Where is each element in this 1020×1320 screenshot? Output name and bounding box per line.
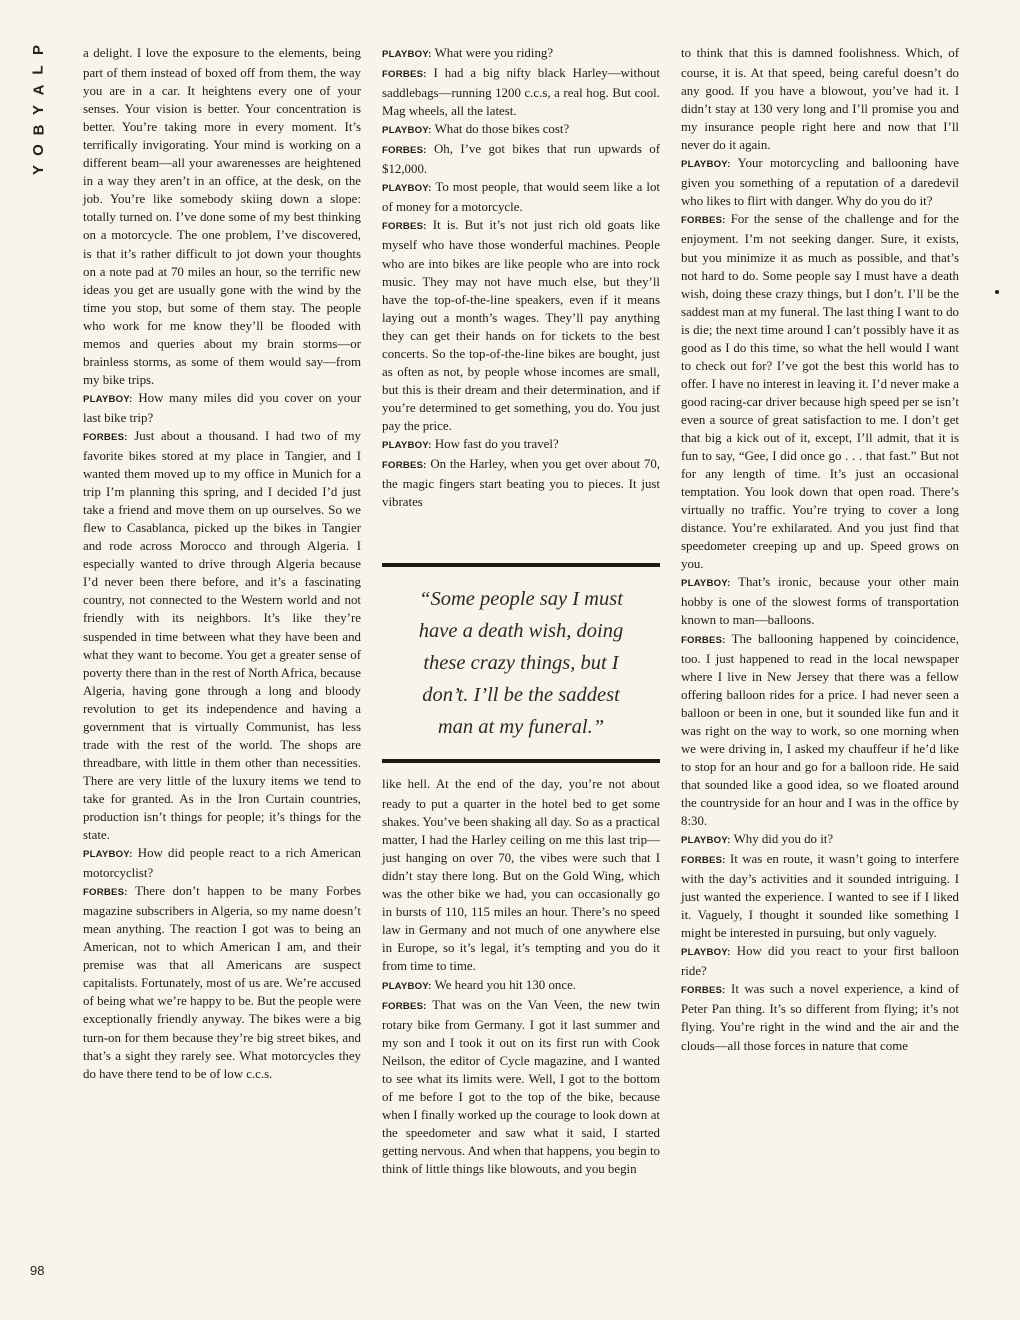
pull-quote-bottom-rule xyxy=(382,759,660,763)
paragraph-text: Just about a thousand. I had two of my favorite bikes stored at my place in Tangier, and I wanted them moved up to my office in Munich for a trip I’m planning this spring, and I decided I’d just take a friend and move them on up ourselves. So we flew to Casablanca, picked up the bikes in Tangier and rode across Morocco and through Algeria. I especially wanted to drive through Algeria because I’d never been there before, and it’s a fascinating country, not connected to the Western world and not friendly with its neighbors. It’s like they’re suspended in time between what they have been and what they want to become. You get a greater sense of poverty there than in the rest of North Africa, because Algeria, having gone through a long and bloody revolution to get its independence and having a government that is virtually Communist, has less trade with the rest of the world. The shops are threadbare, with little in them other than necessities. There are very little of the luxury items we tend to take for granted. As in the Iron Curtain countries, production isn’t things for people; it’s things for the state. xyxy=(83,428,362,843)
paragraph xyxy=(382,216,660,435)
speaker-label: PLAYBOY: xyxy=(83,393,133,405)
paragraph-text: How many miles did you cover on your last bike trip? xyxy=(83,390,361,425)
speaker-label: FORBES: xyxy=(382,1000,427,1012)
paragraph-text: That’s ironic, because your other main hobby is one of the slowest forms of transportation known to man—balloons. xyxy=(681,575,959,628)
paragraph xyxy=(681,980,959,1054)
paragraph-text: That was on the Van Veen, the new twin rotary bike from Germany. I got it last summer and my son and I took it out on its first run with Cook Neilson, the editor of Cycle magazine, and I wanted to see what its limits were. Well, I got to the bottom of me before I got to the top of the bike, because when I finally worked up the courage to look down at the speedometer and saw what it said, I started getting nervous. And when that happens, you begin to think of little things like blowouts, and you begin xyxy=(382,997,660,1176)
speaker-label: FORBES: xyxy=(382,460,427,472)
speaker-label: PLAYBOY: xyxy=(382,439,432,451)
paragraph xyxy=(382,64,660,120)
paragraph-text: To most people, that would seem like a lot of money for a motorcycle. xyxy=(382,180,660,215)
magazine-letter: L xyxy=(29,65,47,75)
paragraph xyxy=(382,120,660,140)
pull-quote: “Some people say I must have a death wish, doing these crazy things, but I don’t. I’ll be the saddest man at my funeral.” xyxy=(418,588,624,738)
paragraph xyxy=(681,830,959,850)
speaker-label: PLAYBOY: xyxy=(681,947,731,959)
paragraph xyxy=(83,427,361,844)
paragraph xyxy=(382,775,660,976)
speaker-label: FORBES: xyxy=(382,69,427,81)
speaker-label: FORBES: xyxy=(382,221,427,233)
text-column-1 xyxy=(83,44,361,1083)
paragraph-text: Why did you do it? xyxy=(733,832,834,847)
speaker-label: FORBES: xyxy=(681,985,726,997)
pull-quote-box xyxy=(382,563,660,763)
paragraph xyxy=(681,44,959,154)
speaker-label: PLAYBOY: xyxy=(681,835,731,847)
magazine-name-vertical xyxy=(26,40,52,180)
paragraph xyxy=(681,942,959,980)
paragraph-text: How fast do you travel? xyxy=(434,436,559,451)
paragraph xyxy=(681,154,959,210)
magazine-letter: Y xyxy=(29,164,47,176)
paragraph-text: How did people react to a rich American motorcyclist? xyxy=(83,846,361,881)
paragraph xyxy=(382,435,660,455)
paragraph xyxy=(681,850,959,942)
speaker-label: PLAYBOY: xyxy=(382,980,432,992)
text-column-3 xyxy=(681,44,959,1055)
magazine-letter: A xyxy=(30,84,47,96)
speaker-label: PLAYBOY: xyxy=(382,183,432,195)
paragraph xyxy=(681,210,959,573)
text-column-2-top xyxy=(382,44,660,511)
speaker-label: PLAYBOY: xyxy=(382,125,432,137)
paragraph-text: It was such a novel experience, a kind of Peter Pan thing. It’s so different from flying; it’s not flying. You’re right in the wind and the air and the clouds—all those forces in nature that come xyxy=(681,982,960,1053)
paragraph xyxy=(382,44,660,64)
paragraph-text: On the Harley, when you get over about 70, the magic fingers start beating you to pieces. It just vibrates xyxy=(382,457,660,510)
magazine-letter: P xyxy=(29,44,47,56)
paragraph xyxy=(681,573,959,629)
paragraph-text: We heard you hit 130 once. xyxy=(434,977,577,992)
paragraph-text: What do those bikes cost? xyxy=(434,122,570,137)
paragraph xyxy=(382,178,660,216)
paragraph-text: What were you riding? xyxy=(434,46,554,60)
paragraph-text: I had a big nifty black Harley—without saddlebags—running 1200 c.c.s, a real hog. But cool. Mag wheels, all the latest. xyxy=(382,66,660,119)
paragraph xyxy=(382,996,660,1178)
paragraph xyxy=(83,44,361,389)
speaker-label: FORBES: xyxy=(382,145,427,157)
paragraph xyxy=(681,630,959,831)
margin-mark xyxy=(995,290,999,294)
paragraph-text: It is. But it’s not just rich old goats like myself who have those wonderful machines. People who are into bikes are like people who are into rock music. They may not have much else, but they’ll have the top-of-the-line speakers, even if it means laying out a month’s wages. They’ll pay anything they can get their hands on for tickets to the best concerts. So the top-of-the-line bikes are bought, just as often as not, by people whose incomes are small, but this is their dream and their determination, and if you’re determined to get something, you do. You just pay the price. xyxy=(382,218,660,433)
paragraph-text: to think that this is damned foolishness. Which, of course, it is. At that speed, being careful doesn’t do any good. If you have a blowout, you’ve had it. I didn’t stay at 130 very long and I’ll promise you and my insurance people right here and now that I’ll never do it again. xyxy=(681,46,959,153)
paragraph xyxy=(83,882,361,1083)
speaker-label: PLAYBOY: xyxy=(681,159,731,171)
paragraph-text: It was en route, it wasn’t going to interfere with the day’s activities and it sounded intriguing. I just wanted the experience. I wanted to see if I liked it. Vaguely, I thought it sounded like something I might be interested in pursuing, but only vaguely. xyxy=(681,852,959,941)
paragraph-text: How did you react to your first balloon ride? xyxy=(681,944,959,979)
speaker-label: FORBES: xyxy=(681,634,726,646)
speaker-label: FORBES: xyxy=(83,431,128,443)
speaker-label: PLAYBOY: xyxy=(681,578,731,590)
paragraph xyxy=(382,976,660,996)
paragraph-text: The ballooning happened by coincidence, too. I just happened to read in the local newspaper where I live in New Jersey that there was a fellow offering balloon rides for a price. I had never seen a balloon or been in one, but it sounded like fun and it was right on the way to work, so one morning when we were driving in, I asked my chauffeur if he’d like to stop for an hour and go for a balloon ride. He said that sounded like a good idea, so we floated around the countryside for an hour and I was in the office by 8:30. xyxy=(681,631,959,828)
paragraph xyxy=(83,844,361,882)
page-number: 98 xyxy=(30,1263,45,1278)
speaker-label: FORBES: xyxy=(681,215,726,227)
text-column-2-bottom xyxy=(382,775,660,1178)
paragraph-text: Oh, I’ve got bikes that run upwards of $12,000. xyxy=(382,142,660,177)
speaker-label: PLAYBOY: xyxy=(83,849,133,861)
paragraph-text: For the sense of the challenge and for the enjoyment. I’m not seeking danger. Sure, it exists, but you minimize it as much as possible, and that’s not hard to do. Some people say I must have a death wish, doing these crazy things, but I don’t. I’ll be the saddest man at my funeral. The last thing I want to do is die; the next time around I can’t possibly have it as good as I do this time, so what the hell would I want to check out for? I’ve got the best this world has to offer. I have no interest in leaving it. I’d never make a good racing-car driver because high speed per se isn’t even a source of great satisfaction to me. I don’t get that big a kick out of it, except, I’ll admit, that it is fun to say, “Gee, I did once go . . . that fast.” But not for any length of time. It’s just an occasional temptation. You look down that open road. There’s virtually no traffic. You’re trying to cover a long distance. You’re exhilarated. And you just find that speedometer creeping up and up. Speed grows on you. xyxy=(681,212,959,572)
paragraph xyxy=(382,455,660,511)
paragraph xyxy=(382,140,660,178)
magazine-letter: Y xyxy=(29,104,47,116)
paragraph-text: There don’t happen to be many Forbes magazine subscribers in Algeria, so my name doesn’t mean anything. The reaction I got was to being an American, not to which American I am, and their premise was that all Americans are suspect capitalists. Fortunately, most of us are. We’re accused of being what we’re happy to be. But the people were exceptionally friendly anyway. The bikes were a big turn-on for them because they’re big street bikes, and that’s a sight they rarely see. What motorcycles they do have there tend to be of low c.c.s. xyxy=(83,884,361,1081)
speaker-label: PLAYBOY: xyxy=(382,49,432,60)
magazine-letter: O xyxy=(29,144,47,156)
paragraph-text: a delight. I love the exposure to the elements, being part of them instead of boxed off from them, the way you are in a car. It heightens every one of your senses. Your vision is better. Your concentration is better. You’re taking more in every moment. It’s terrifically invigorating. Your mind is working on a different beam—all your awarenesses are heightened in a way they aren’t in an office, at the desk, on the job. You’re like somebody skiing down a slope: totally turned on. I’ve done some of my best thinking on a motorcycle. The one problem, I’ve discovered, is that it’s rather difficult to jot down your thoughts on a note pad at 70 miles an hour, so the terrific new ideas you get are usually gone with the wind by the time you stop, but some of them stay. The people who work for me know they’ll be flooded with memos and queries about my brain storms—or brainless storms, as some of them would say—from my bike trips. xyxy=(83,46,361,387)
paragraph xyxy=(83,389,361,427)
speaker-label: FORBES: xyxy=(83,887,128,899)
paragraph-text: Your motorcycling and ballooning have given you something of a reputation of a daredevil who likes to flirt with danger. Why do you do it? xyxy=(681,156,959,209)
speaker-label: FORBES: xyxy=(681,855,726,867)
paragraph-text: like hell. At the end of the day, you’re not about ready to put a quarter in the hotel bed to get some shakes. You’ve been shaking all day. So as a practical matter, I had the Harley ceiling on me this last trip—just hanging on over 70, the vibes were such that I didn’t stay there long. But on the Gold Wing, which was the other bike we had, you can occasionally go in bursts of 110, 115 miles an hour. There’s no speed law in Germany and not much of one anywhere else in Europe, so it’s legal, it’s tempting and you do it from time to time. xyxy=(382,777,660,974)
magazine-letter: B xyxy=(30,124,47,136)
